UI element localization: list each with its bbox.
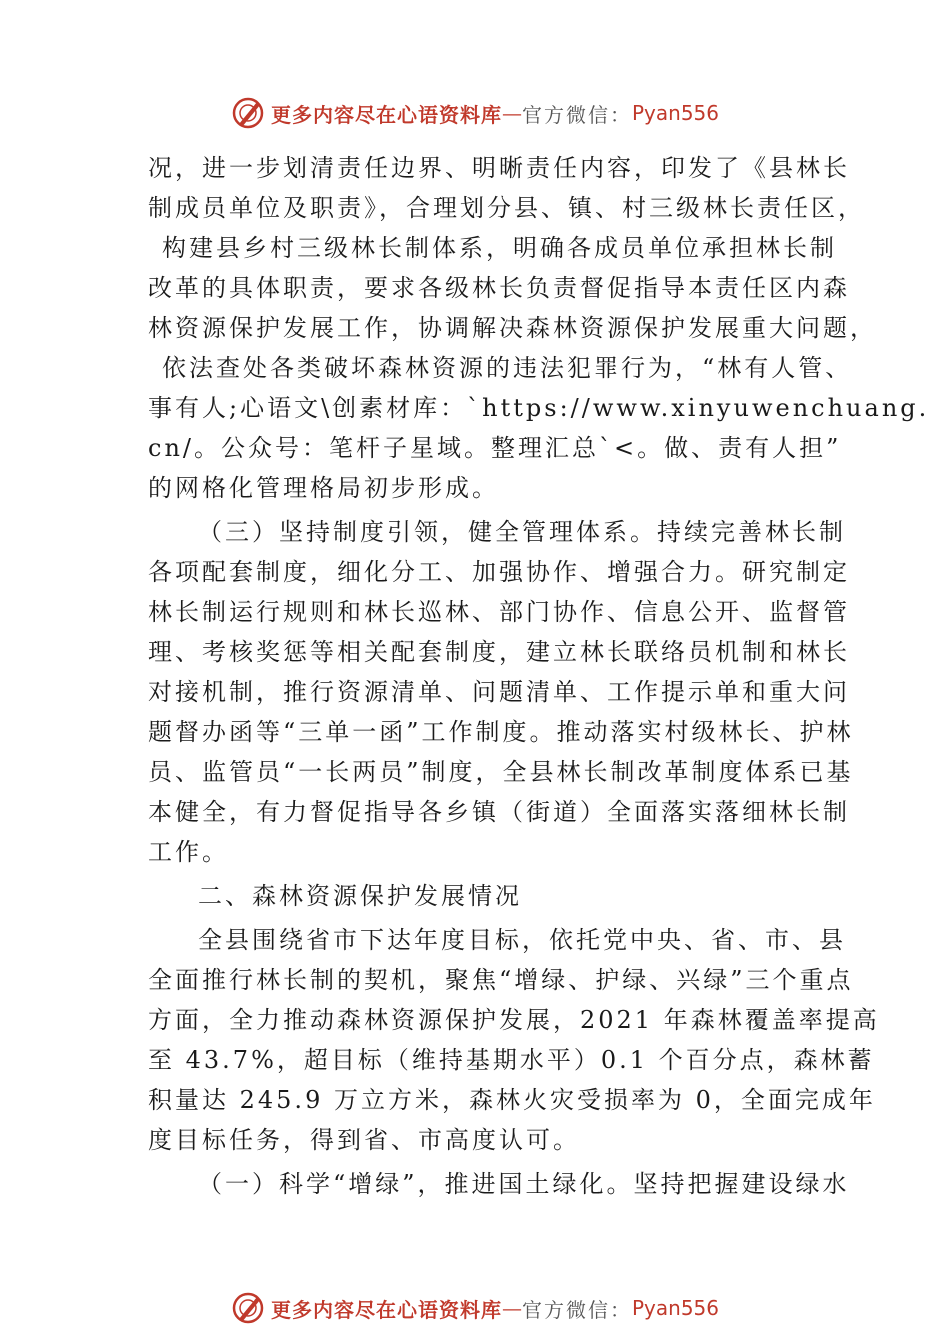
text-line: 度目标任务，得到省、市高度认可。 (148, 1126, 580, 1154)
text-line: 构建县乡村三级林长制体系，明确各成员单位承担林长制 (162, 234, 837, 262)
text-line: 况，进一步划清责任边界、明晰责任内容，印发了《县林长 (148, 154, 850, 182)
text-line: 制成员单位及职责》，合理划分县、镇、村三级林长责任区， (148, 194, 865, 222)
text-line: 题督办函等“三单一函”工作制度。推动落实村级林长、护林 (148, 718, 854, 746)
text-line: 事有人;心语文\创素材库：`https://www.xinyuwenchuang. (148, 394, 930, 422)
text-line: 全面推行林长制的契机，聚焦“增绿、护绿、兴绿”三个重点 (148, 966, 854, 994)
section-heading: 二、森林资源保护发展情况 (198, 882, 522, 910)
text-line: 理、考核奖惩等相关配套制度，建立林长联络员机制和林长 (148, 638, 850, 666)
banner-separator: — (501, 101, 522, 125)
paragraph-heading: （一）科学“增绿”，推进国土绿化。坚持把握建设绿水 (198, 1170, 850, 1198)
text-line: 对接机制，推行资源清单、问题清单、工作提示单和重大问 (148, 678, 850, 706)
text-line: 方面，全力推动森林资源保护发展，2021 年森林覆盖率提高 (148, 1006, 880, 1034)
text-line: 本健全，有力督促指导各乡镇（街道）全面落实落细林长制 (148, 798, 850, 826)
text-line: 积量达 245.9 万立方米，森林火灾受损率为 0，全面完成年 (148, 1086, 876, 1114)
text-line: 各项配套制度，细化分工、加强协作、增强合力。研究制定 (148, 558, 850, 586)
text-line: 林资源保护发展工作，协调解决森林资源保护发展重大问题， (148, 314, 877, 342)
banner-separator: — (501, 1296, 522, 1320)
brush-logo-icon (231, 1291, 265, 1325)
banner-official: 官方微信： (521, 1297, 632, 1322)
banner-wechat-id: Pyan556 (631, 1296, 719, 1320)
header-banner (0, 93, 950, 133)
text-line: 全县围绕省市下达年度目标，依托党中央、省、市、县 (198, 926, 846, 954)
text-line: 至 43.7%，超目标（维持基期水平）0.1 个百分点，森林蓄 (148, 1046, 875, 1074)
footer-banner (0, 1288, 950, 1328)
text-line: 改革的具体职责，要求各级林长负责督促指导本责任区内森 (148, 274, 850, 302)
banner-brand: 更多内容尽在心语资料库 (270, 102, 502, 127)
text-line: 员、监管员“一长两员”制度，全县林长制改革制度体系已基 (148, 758, 854, 786)
paragraph-heading: （三）坚持制度引领，健全管理体系。持续完善林长制 (198, 518, 846, 546)
banner-official: 官方微信： (521, 102, 632, 127)
text-line: 的网格化管理格局初步形成。 (148, 474, 499, 502)
document-body (148, 148, 930, 1204)
text-line: cn/。公众号：笔杆子星域。整理汇总`<。做、责有人担” (148, 434, 842, 462)
banner-wechat-id: Pyan556 (631, 101, 719, 125)
text-line: 林长制运行规则和林长巡林、部门协作、信息公开、监督管 (148, 598, 850, 626)
brush-logo-icon (231, 96, 265, 130)
text-line: 工作。 (148, 838, 229, 866)
text-line: 依法查处各类破坏森林资源的违法犯罪行为，“林有人管、 (162, 354, 853, 382)
banner-brand: 更多内容尽在心语资料库 (270, 1297, 502, 1322)
